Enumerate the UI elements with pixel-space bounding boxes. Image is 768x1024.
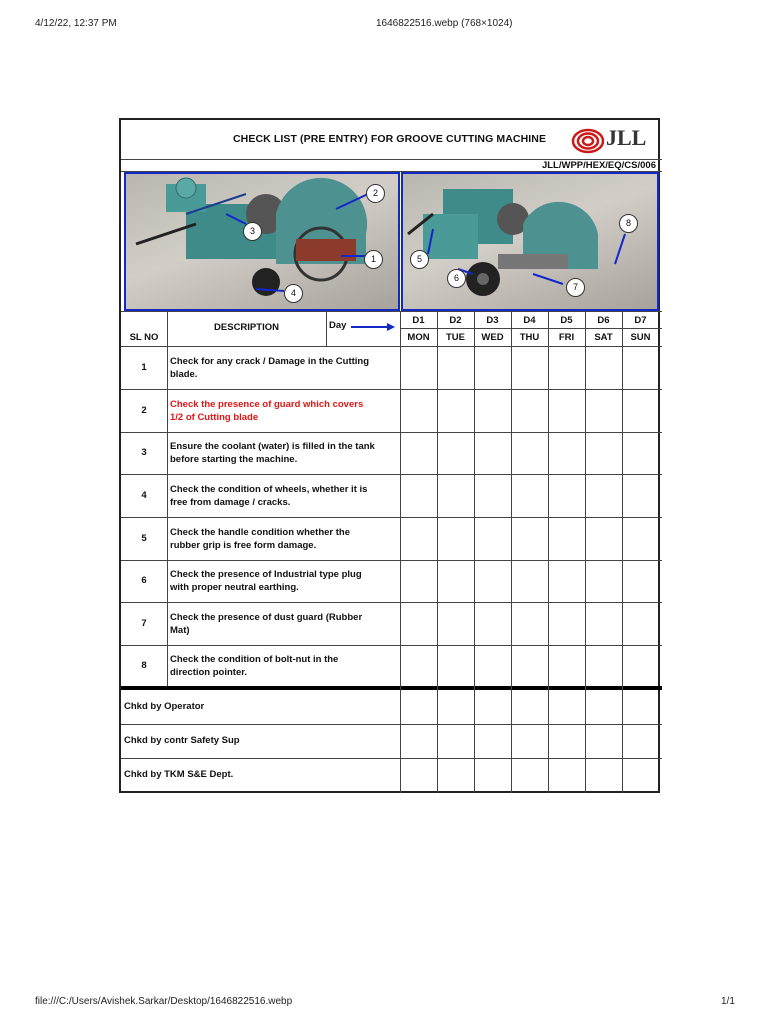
- item-description: free from damage / cracks.: [170, 496, 291, 508]
- item-description: with proper neutral earthing.: [170, 582, 299, 593]
- photo-callout-7: 7: [566, 278, 585, 297]
- divider: [121, 724, 662, 725]
- item-description: Check the handle condition whether the: [170, 526, 350, 538]
- item-number: 6: [141, 575, 147, 586]
- day-code-6: D6: [597, 315, 610, 326]
- day-name-3: WED: [481, 332, 504, 343]
- divider: [121, 346, 662, 347]
- photo-callout-8: 8: [619, 214, 638, 233]
- item-description: Check the condition of bolt-nut in the: [170, 653, 339, 665]
- day-header: Day: [329, 320, 347, 331]
- column-divider: [474, 311, 475, 793]
- arrow-right-icon: [351, 322, 396, 332]
- item-number: 1: [141, 361, 147, 373]
- day-code-3: D3: [486, 315, 499, 326]
- divider: [121, 645, 662, 646]
- column-divider: [548, 311, 549, 793]
- divider: [121, 171, 662, 172]
- column-divider: [437, 311, 438, 793]
- photo-callout-2: 2: [366, 184, 385, 203]
- groove-cutter-image: [126, 174, 398, 309]
- thick-divider: [121, 686, 662, 690]
- machine-photo-left: [124, 172, 400, 311]
- signoff-se-dept: Chkd by TKM S&E Dept.: [124, 769, 234, 780]
- column-divider: [400, 311, 401, 793]
- column-divider: [585, 311, 586, 793]
- divider: [121, 432, 662, 433]
- item-description: direction pointer.: [170, 666, 248, 678]
- divider: [121, 517, 662, 518]
- day-name-5: FRI: [558, 332, 575, 343]
- item-number: 4: [141, 489, 147, 501]
- item-description: Check the presence of Industrial type plug: [170, 569, 362, 580]
- jll-logo-icon: [571, 128, 605, 154]
- sl-no-header: SL NO: [129, 332, 159, 343]
- item-description: Check the presence of dust guard (Rubber: [170, 611, 363, 623]
- day-name-2: TUE: [446, 332, 465, 343]
- signoff-safety-supervisor: Chkd by contr Safety Sup: [124, 735, 240, 746]
- column-divider: [167, 311, 168, 686]
- item-description: Check the condition of wheels, whether it is: [170, 483, 368, 495]
- item-description: before starting the machine.: [170, 454, 298, 465]
- item-number: 7: [141, 617, 147, 629]
- item-description: Check the presence of guard which covers: [170, 398, 364, 410]
- print-date: 4/12/22, 12:37 PM: [35, 18, 117, 29]
- item-description: 1/2 of Cutting blade: [170, 411, 259, 423]
- divider: [121, 758, 662, 759]
- photo-callout-3: 3: [243, 222, 262, 241]
- item-description: Mat): [170, 624, 190, 636]
- day-code-2: D2: [449, 315, 462, 326]
- divider: [121, 311, 662, 312]
- description-header: DESCRIPTION: [214, 322, 279, 333]
- item-number: 2: [141, 404, 147, 416]
- item-number: 3: [141, 447, 147, 458]
- print-page-number: 1/1: [721, 996, 735, 1007]
- day-name-1: MON: [407, 332, 430, 343]
- day-name-4: THU: [519, 332, 540, 343]
- print-file-title: 1646822516.webp (768×1024): [376, 18, 513, 29]
- divider: [121, 389, 662, 390]
- day-name-6: SAT: [594, 332, 613, 343]
- document-code: JLL/WPP/HEX/EQ/CS/006: [541, 160, 656, 171]
- photo-callout-1: 1: [364, 250, 383, 269]
- divider: [121, 602, 662, 603]
- day-code-7: D7: [634, 315, 647, 326]
- column-divider: [511, 311, 512, 793]
- title-bar: [121, 120, 662, 160]
- item-number: 8: [141, 659, 147, 671]
- item-number: 5: [141, 532, 147, 544]
- print-file-path: file:///C:/Users/Avishek.Sarkar/Desktop/1646822516.webp: [35, 996, 293, 1007]
- day-code-5: D5: [560, 315, 573, 326]
- checklist-sheet: [119, 118, 660, 793]
- day-code-4: D4: [523, 315, 536, 326]
- brand-logo-text: JLL: [606, 125, 647, 150]
- photo-callout-5: 5: [410, 250, 429, 269]
- day-name-7: SUN: [630, 332, 651, 343]
- day-code-1: D1: [412, 315, 425, 326]
- column-divider: [622, 311, 623, 793]
- item-description: rubber grip is free form damage.: [170, 539, 317, 551]
- checklist-title: CHECK LIST (PRE ENTRY) FOR GROOVE CUTTING MACHINE: [233, 133, 547, 145]
- photo-callout-4: 4: [284, 284, 303, 303]
- item-description: blade.: [170, 368, 198, 380]
- machine-photo-right: [401, 172, 659, 311]
- divider: [121, 474, 662, 475]
- signoff-operator: Chkd by Operator: [124, 701, 205, 712]
- divider: [121, 560, 662, 561]
- groove-cutter-image: [403, 174, 657, 309]
- photo-callout-6: 6: [447, 269, 466, 288]
- column-divider: [326, 311, 327, 346]
- item-description: Check for any crack / Damage in the Cutting: [170, 355, 370, 367]
- item-description: Ensure the coolant (water) is filled in the tank: [170, 441, 375, 452]
